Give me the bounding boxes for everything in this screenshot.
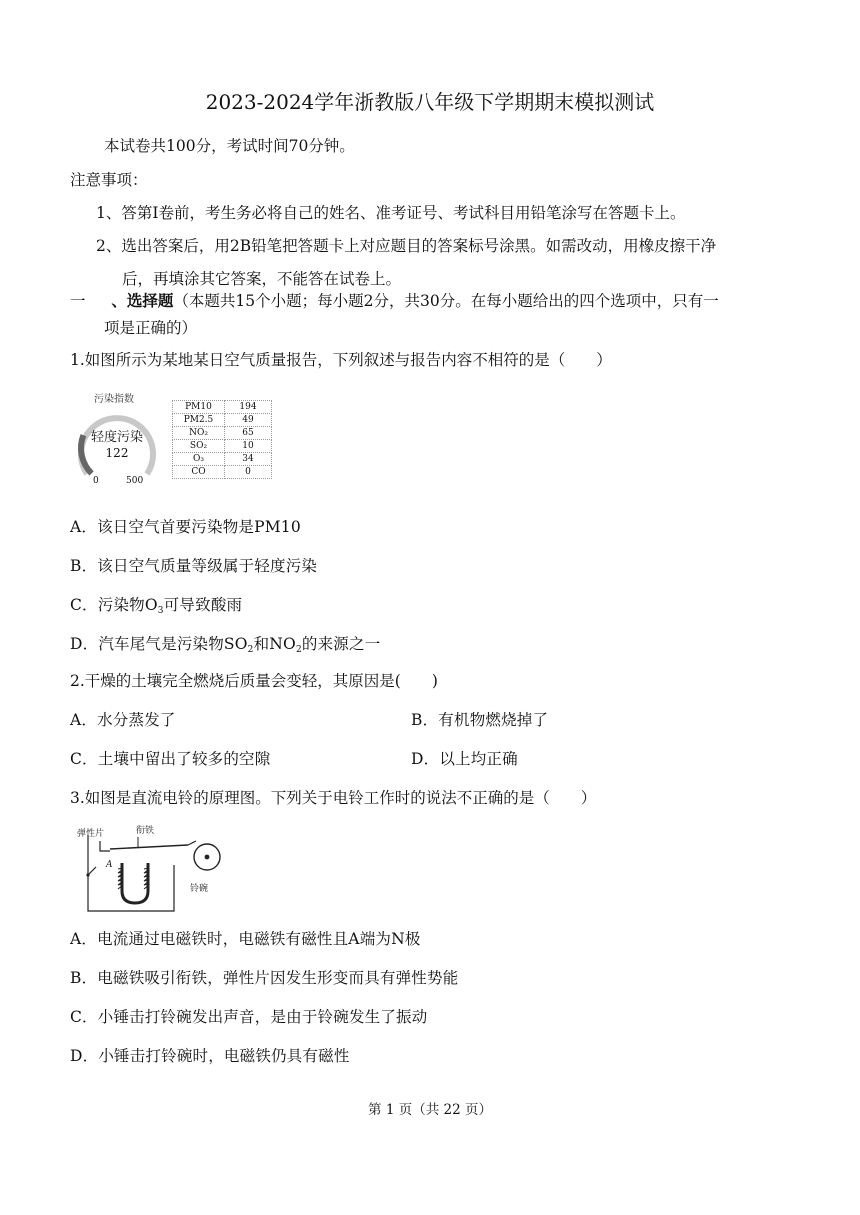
pollutant-name: O₃ <box>173 453 225 466</box>
section-desc: （本题共15个小题；每小题2分，共30分。在每小题给出的四个选项中，只有一 <box>173 292 719 310</box>
q1-option-d <box>70 632 380 655</box>
pollutant-value: 65 <box>225 427 272 440</box>
table-row <box>173 453 272 466</box>
note-2-continued: 后，再填涂其它答案，不能答在试卷上。 <box>122 270 402 288</box>
pollutant-table <box>172 400 272 479</box>
q1-option-b: B．该日空气质量等级属于轻度污染 <box>70 557 318 575</box>
pollutant-value: 10 <box>225 440 272 453</box>
gauge-title: 污染指数 <box>94 394 134 405</box>
notes-heading: 注意事项： <box>70 171 148 189</box>
pollutant-value: 49 <box>225 414 272 427</box>
table-row <box>173 414 272 427</box>
pollutant-value: 0 <box>225 466 272 479</box>
q1-option-d-text: D．汽车尾气是污染物SO <box>70 635 248 653</box>
q2-option-a: A．水分蒸发了 <box>70 711 176 729</box>
section-number: 一 <box>70 292 86 310</box>
note-1: 1、答第I卷前，考生务必将自己的姓名、准考证号、考试科目用铅笔涂写在答题卡上。 <box>96 204 686 222</box>
q1-option-d-text-end: 的来源之一 <box>301 635 381 653</box>
page-footer: 第 1 页（共 22 页） <box>368 1102 492 1118</box>
q3-option-a: A．电流通过电磁铁时，电磁铁有磁性且A端为N极 <box>70 930 421 948</box>
gauge-min: 0 <box>93 476 99 486</box>
q3-stem: 3.如图是直流电铃的原理图。下列关于电铃工作时的说法不正确的是（ ） <box>70 789 597 807</box>
spring-plate-label: 弹性片 <box>77 829 105 839</box>
page-title: 2023-2024学年浙教版八年级下学期期末模拟测试 <box>205 90 655 114</box>
table-row <box>173 466 272 479</box>
exam-intro: 本试卷共100分，考试时间70分钟。 <box>104 137 355 155</box>
pole-a-label: A <box>106 860 113 870</box>
bell-bowl-label: 铃碗 <box>190 884 209 894</box>
table-row <box>173 427 272 440</box>
subscript: 3 <box>157 606 164 616</box>
q2-option-b: B．有机物燃烧掉了 <box>411 711 549 729</box>
armature-label: 衔铁 <box>136 826 155 836</box>
q2-option-c: C．土壤中留出了较多的空隙 <box>70 750 271 768</box>
gauge-max: 500 <box>126 476 144 486</box>
subscript: 2 <box>295 645 302 655</box>
q1-option-c-text: C．污染物O <box>70 596 158 614</box>
gauge-value: 122 <box>105 446 129 460</box>
q1-option-c <box>70 593 242 616</box>
pollutant-value: 34 <box>225 453 272 466</box>
q3-option-b: B．电磁铁吸引衔铁，弹性片因发生形变而具有弹性势能 <box>70 969 459 987</box>
subscript: 2 <box>247 645 254 655</box>
table-row <box>173 440 272 453</box>
section-title: 、选择题 <box>111 291 174 310</box>
pollutant-name: PM10 <box>173 401 225 414</box>
q1-stem: 1.如图所示为某地某日空气质量报告，下列叙述与报告内容不相符的是（ ） <box>70 351 612 369</box>
q1-option-a: A．该日空气首要污染物是PM10 <box>70 518 301 536</box>
table-row <box>173 401 272 414</box>
section-heading <box>70 289 719 311</box>
q2-stem: 2.干燥的土壤完全燃烧后质量会变轻，其原因是( ) <box>70 672 438 690</box>
section-desc-line2: 项是正确的） <box>104 319 198 337</box>
q2-option-d: D．以上均正确 <box>411 750 518 768</box>
pollutant-name: PM2.5 <box>173 414 225 427</box>
pollutant-name: NO₂ <box>173 427 225 440</box>
pollutant-name: CO <box>173 466 225 479</box>
q1-option-d-text-mid: 和NO <box>253 635 296 653</box>
note-2: 2、选出答案后，用2B铅笔把答题卡上对应题目的答案标号涂黑。如需改动，用橡皮擦干净 <box>96 237 717 255</box>
gauge-label: 轻度污染 <box>90 430 143 445</box>
pollutant-name: SO₂ <box>173 440 225 453</box>
pollutant-value: 194 <box>225 401 272 414</box>
q3-option-c: C．小锤击打铃碗发出声音，是由于铃碗发生了振动 <box>70 1008 428 1026</box>
electric-bell-diagram <box>78 823 228 918</box>
q3-option-d: D．小锤击打铃碗时，电磁铁仍具有磁性 <box>70 1047 350 1065</box>
q1-option-c-text-end: 可导致酸雨 <box>163 596 243 614</box>
aqi-report-figure <box>72 388 272 488</box>
